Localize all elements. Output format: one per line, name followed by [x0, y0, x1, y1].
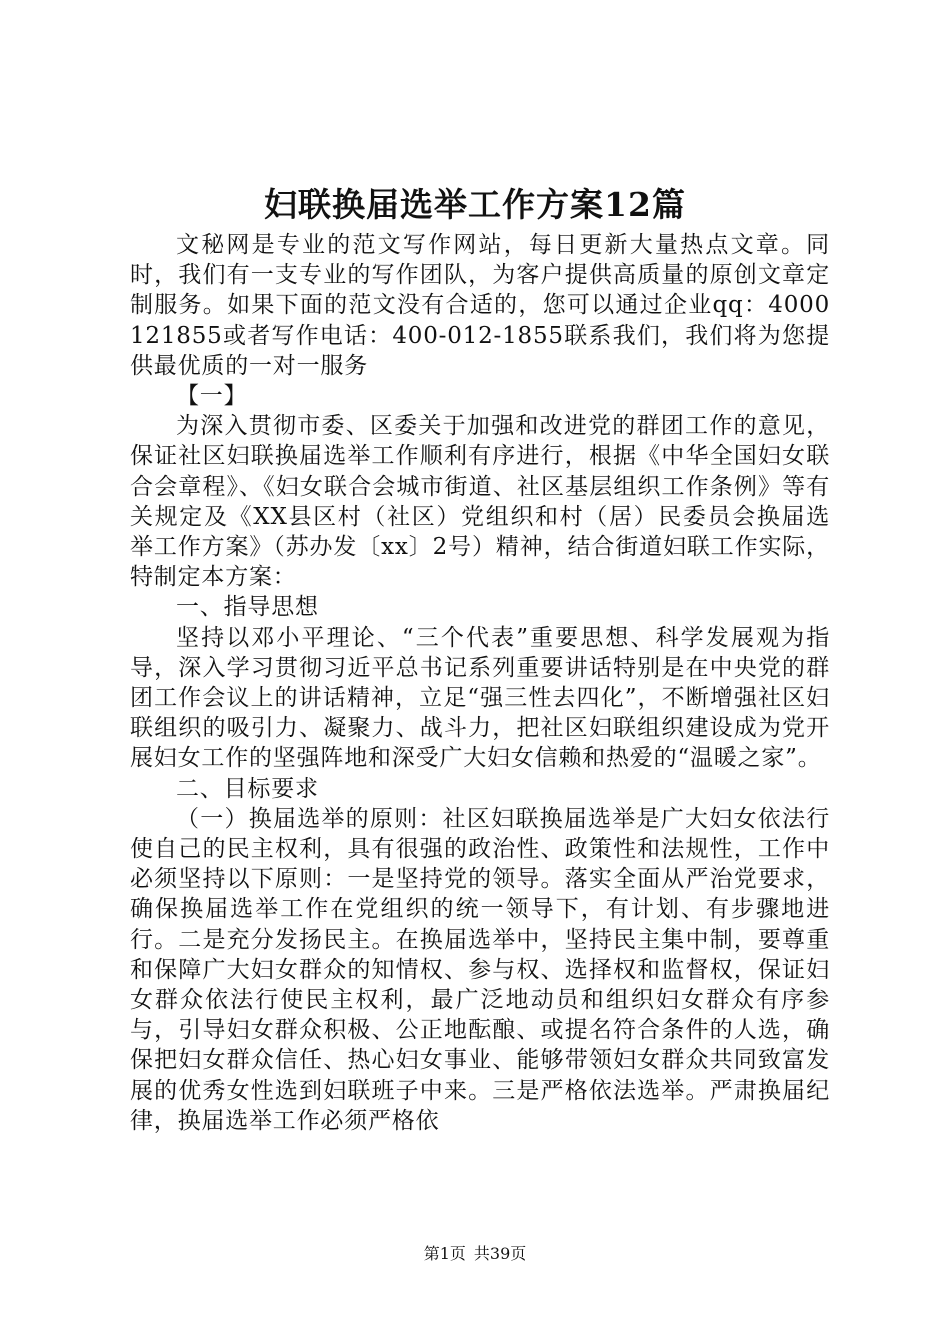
section-heading: 二、目标要求: [176, 775, 319, 802]
intro-paragraph: 文秘网是专业的范文写作网站，每日更新大量热点文章。同时，我们有一支专业的写作团队，为客户提供高质量的原创文章定制服务。如果下面的范文没有合适的，您可以通过企业qq：4000121855或者写作电话：400-012-1855联系我们，我们将为您提供最优质的一对一服务: [130, 232, 830, 379]
section-heading: 一、指导思想: [176, 594, 319, 621]
page-footer: [0, 1243, 950, 1265]
body-paragraph: （一）换届选举的原则：社区妇联换届选举是广大妇女依法行使自己的民主权利，具有很强的政治性、政策性和法规性，工作中必须坚持以下原则：一是坚持党的领导。落实全面从严治党要求，确保换届选举工作在党组织的统一领导下，有计划、有步骤地进行。二是充分发扬民主。在换届选举中，坚持民主集中制，要尊重和保障广大妇女群众的知情权、参与权、选择权和监督权，保证妇女群众依法行使民主权利，最广泛地动员和组织妇女群众有序参与，引导妇女群众积极、公正地酝酿、或提名符合条件的人选，确保把妇女群众信任、热心妇女事业、能够带领妇女群众共同致富发展的优秀女性选到妇联班子中来。三是严格依法选举。严肃换届纪律，换届选举工作必须严格依: [130, 805, 830, 1134]
page-number: 第1页: [423, 1244, 466, 1263]
body-paragraph: 坚持以邓小平理论、“三个代表”重要思想、科学发展观为指导，深入学习贯彻习近平总书记系列重要讲话特别是在中央党的群团工作会议上的讲话精神，立足“强三性去四化”，不断增强社区妇联组织的吸引力、凝聚力、战斗力，把社区妇联组织建设成为党开展妇女工作的坚强阵地和深受广大妇女信赖和热爱的“温暖之家”。: [130, 624, 830, 772]
document-title: 妇联换届选举工作方案12篇: [264, 185, 686, 224]
document-body: [130, 230, 830, 1136]
body-paragraph: 为深入贯彻市委、区委关于加强和改进党的群团工作的意见，保证社区妇联换届选举工作顺利有序进行，根据《中华全国妇女联合会章程》、《妇女联合会城市街道、社区基层组织工作条例》等有关规定及《XX县区村（社区）党组织和村（居）民委员会换届选举工作方案》（苏办发〔xx〕2号）精神，结合街道妇联工作实际，特制定本方案：: [130, 413, 830, 591]
section-marker: 【一】: [176, 383, 248, 410]
page-total: 共39页: [473, 1244, 527, 1263]
